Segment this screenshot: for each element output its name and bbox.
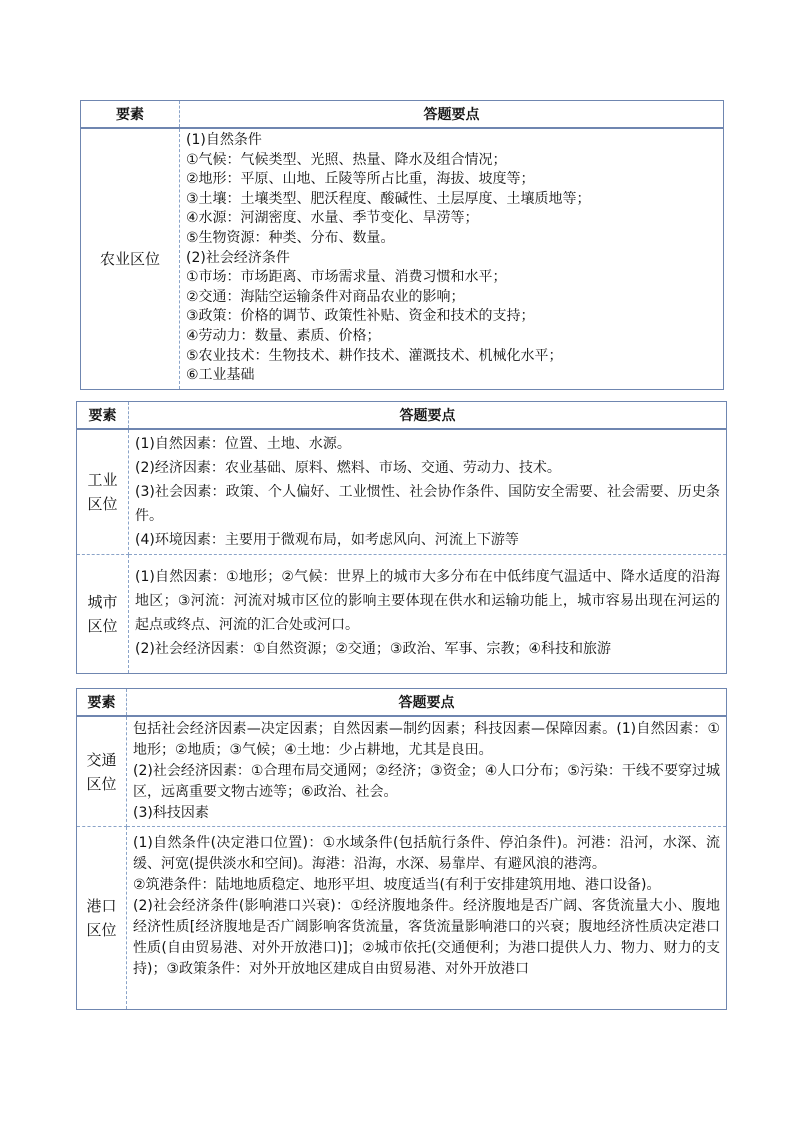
row-label-port [77, 827, 127, 1010]
header-element: 要素 [77, 689, 127, 717]
transport-port-location-table [76, 688, 727, 1010]
label-line: 交通 [86, 750, 117, 769]
row-label-agriculture: 农业区位 [81, 128, 180, 390]
content-paragraph: ②筑港条件：陆地地质稳定、地形平坦、坡度适当(有利于安排建筑用地、港口设备)。 [133, 877, 661, 893]
row-content-port [127, 827, 727, 1010]
header-element: 要素 [81, 101, 180, 129]
label-line: 港口 [86, 897, 117, 915]
header-key-points: 答题要点 [127, 689, 727, 717]
content-line: ⑤农业技术：生物技术、耕作技术、灌溉技术、机械化水平； [186, 347, 563, 364]
content-line: ②交通：海陆空运输条件对商品农业的影响； [186, 288, 465, 305]
content-line: ⑤生物资源：种类、分布、数量。 [186, 229, 395, 246]
label-line: 区位 [86, 921, 117, 939]
content-paragraph: (3)社会因素：政策、个人偏好、工业惯性、社会协作条件、国防安全需要、社会需要、历史条件。 [135, 484, 720, 524]
header-key-points: 答题要点 [129, 402, 727, 430]
row-label-industry [77, 429, 129, 555]
content-paragraph: (2)经济因素：农业基础、原料、燃料、市场、交通、劳动力、技术。 [135, 460, 561, 476]
table-header-row [77, 689, 727, 717]
content-paragraph: 包括社会经济因素—决定因素；自然因素—制约因素；科技因素—保障因素。(1)自然因素：①地形；②地质；③气候；④土地：少占耕地，尤其是良田。 [133, 721, 720, 758]
content-paragraph: (2)社会经济因素：①自然资源；②交通；③政治、军事、宗教；④科技和旅游 [135, 641, 612, 657]
table-row [77, 716, 727, 827]
label-line: 城市 [87, 593, 118, 611]
table-header-row [81, 101, 724, 129]
content-paragraph: (2)社会经济条件(影响港口兴衰)：①经济腹地条件。经济腹地是否广阔、客货流量大小、腹地经济性质[经济腹地是否广阔影响客货流量，客货流量影响港口的兴衰；腹地经济性质决定港口性质(自由贸易港、对外开放港口)]；②城市依托(交通便利；为港口提供人力、物力、财力的支持)；③政策条件：对外开放地区建成自由贸易港、对外开放港口 [133, 898, 720, 977]
label-line: 工业 [87, 471, 118, 489]
label-line: 区位 [87, 495, 118, 513]
label-line: 区位 [86, 774, 117, 793]
row-content-city [129, 555, 727, 674]
content-line: (1)自然条件 [186, 132, 262, 148]
table-row [77, 555, 727, 674]
content-paragraph: (1)自然因素：位置、土地、水源。 [135, 436, 351, 452]
table-row [77, 827, 727, 1010]
content-line: ③政策：价格的调节、政策性补贴、资金和技术的支持； [186, 308, 535, 325]
header-key-points: 答题要点 [180, 101, 724, 129]
row-content-industry [129, 429, 727, 555]
table-row [81, 128, 724, 390]
agriculture-location-table [80, 100, 724, 390]
industry-city-location-table [76, 401, 727, 674]
content-line: ③土壤：土壤类型、肥沃程度、酸碱性、土层厚度、土壤质地等； [186, 190, 591, 207]
table-row [77, 429, 727, 555]
row-label-transport [77, 716, 127, 827]
content-line: ①市场：市场距离、市场需求量、消费习惯和水平； [186, 269, 507, 286]
label-line: 区位 [87, 617, 118, 635]
content-line: ②地形：平原、山地、丘陵等所占比重，海拔、坡度等； [186, 171, 535, 188]
content-paragraph: (1)自然条件(决定港口位置)：①水域条件(包括航行条件、停泊条件)。河港：沿河，水深、流缓、河宽(提供淡水和空间)。海港：沿海，水深、易靠岸、有避风浪的港湾。 [133, 835, 720, 872]
content-line: ①气候：气候类型、光照、热量、降水及组合情况； [186, 151, 507, 168]
content-line: ④劳动力：数量、素质、价格； [186, 327, 381, 344]
content-paragraph: (1)自然因素：①地形；②气候：世界上的城市大多分布在中低纬度气温适中、降水适度的沿海地区；③河流：河流对城市区位的影响主要体现在供水和运输功能上，城市容易出现在河运的起点或终点、河流的汇合处或河口。 [135, 569, 720, 633]
table-header-row [77, 402, 727, 430]
content-line: ⑥工业基础 [186, 367, 255, 384]
content-paragraph: (4)环境因素：主要用于微观布局，如考虑风向、河流上下游等 [135, 532, 519, 548]
row-content-agriculture [180, 128, 724, 390]
header-element: 要素 [77, 402, 129, 430]
content-line: ④水源：河湖密度、水量、季节变化、旱涝等； [186, 210, 479, 227]
row-label-city [77, 555, 129, 674]
row-content-transport [127, 716, 727, 827]
content-line: (2)社会经济条件 [186, 249, 290, 266]
content-paragraph: (3)科技因素 [133, 805, 209, 821]
content-paragraph: (2)社会经济因素：①合理布局交通网；②经济；③资金；④人口分布；⑤污染：干线不要穿过城区，远离重要文物古迹等；⑥政治、社会。 [133, 763, 720, 800]
